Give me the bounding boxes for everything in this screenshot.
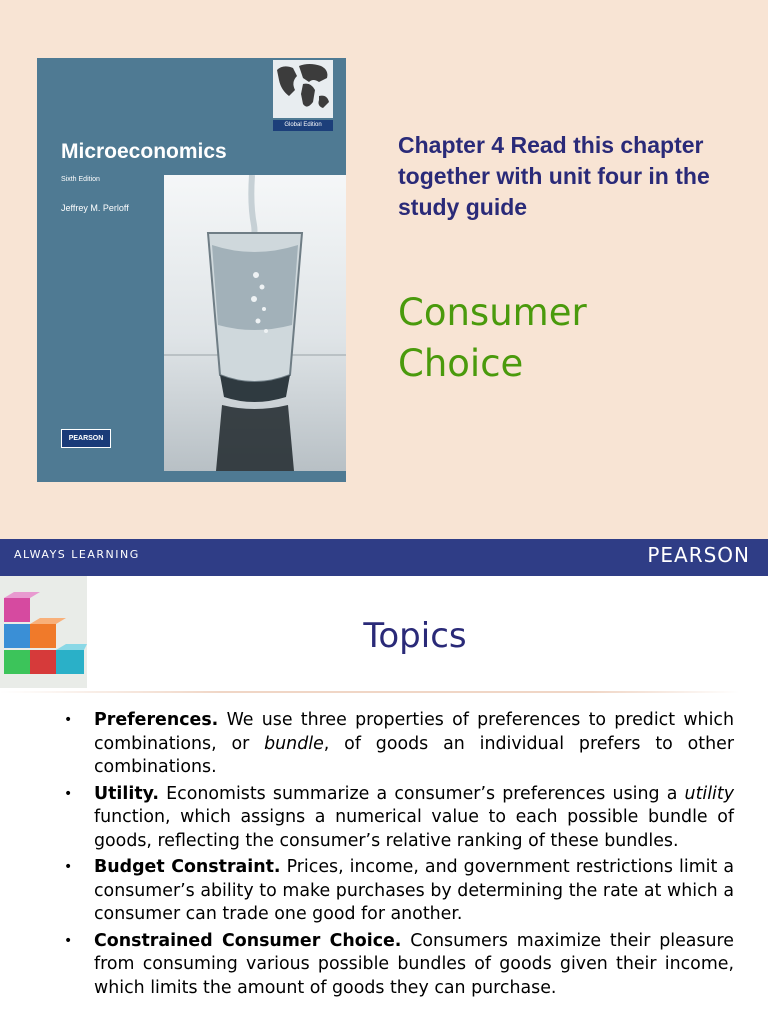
slide-title: Consumer Choice bbox=[398, 291, 587, 385]
footer-tagline: ALWAYS LEARNING bbox=[14, 548, 140, 561]
bullet-term: Utility. bbox=[94, 783, 159, 804]
water-glass-photo bbox=[164, 175, 346, 471]
bullet-icon: • bbox=[64, 859, 73, 875]
topics-title: Topics bbox=[363, 616, 467, 656]
list-item bbox=[64, 783, 734, 854]
bullet-text: , of goods an individual prefers to other combinations. bbox=[94, 733, 734, 777]
bullet-text: function, which assigns a numerical value to each possible bundle of goods, reflecting the consumer’s relative ranking of these bundles. bbox=[94, 807, 734, 851]
edition-badge: Global Edition bbox=[273, 120, 333, 131]
book-edition: Sixth Edition bbox=[61, 176, 100, 183]
list-item bbox=[64, 709, 734, 780]
bullet-term: Preferences. bbox=[94, 710, 219, 730]
list-item bbox=[64, 856, 734, 927]
world-map-icon bbox=[273, 60, 333, 118]
bullet-icon: • bbox=[64, 785, 73, 802]
publisher-logo: PEARSON bbox=[61, 429, 111, 448]
book-cover-image bbox=[37, 58, 346, 482]
title-divider bbox=[0, 691, 740, 693]
book-author: Jeffrey M. Perloff bbox=[61, 203, 129, 213]
footer-bar bbox=[0, 539, 768, 576]
bullet-text: Consumers maximize their pleasure from consuming various possible bundles of goods given their income, which limits the amount of goods they can purchase. bbox=[94, 930, 734, 998]
chapter-heading: Chapter 4 Read this chapter together with unit four in the study guide bbox=[398, 132, 710, 220]
bullet-icon: • bbox=[64, 712, 73, 728]
list-item bbox=[64, 930, 734, 1001]
bullet-text: Economists summarize a consumer’s preferences using a bbox=[158, 783, 685, 804]
bullet-term: Budget Constraint. bbox=[94, 857, 281, 877]
bullet-text: We use three properties of preferences to predict which combinations, or bbox=[94, 710, 734, 754]
footer-brand-logo: PEARSON bbox=[647, 543, 750, 567]
topics-slide bbox=[0, 576, 768, 1024]
colored-cubes-icon bbox=[0, 576, 87, 688]
bullet-emphasis: utility bbox=[684, 783, 734, 804]
bullet-term: Constrained Consumer Choice. bbox=[94, 930, 402, 951]
book-title: Microeconomics bbox=[61, 140, 227, 163]
topics-list bbox=[64, 709, 734, 1003]
bullet-icon: • bbox=[64, 932, 73, 949]
bullet-emphasis: bundle bbox=[264, 733, 324, 754]
bullet-text: Prices, income, and government restrictions limit a consumer’s ability to make purchases by determining the rate at which a consumer can trade one good for another. bbox=[94, 857, 734, 924]
